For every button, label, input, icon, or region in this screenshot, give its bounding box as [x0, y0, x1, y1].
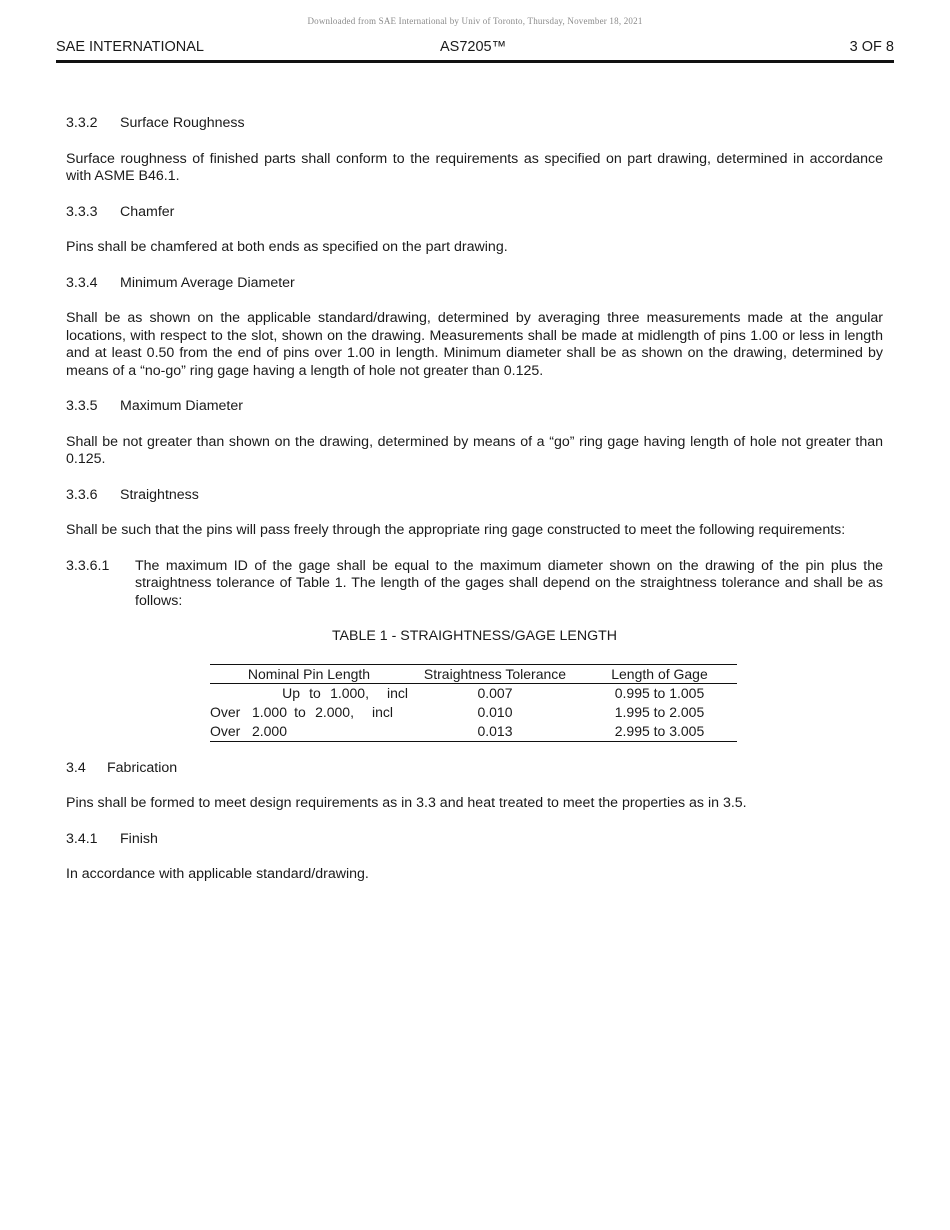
length-of-gage-cell: 0.995 to 1.005	[614, 685, 705, 701]
section-heading-3-4	[66, 760, 883, 778]
straightness-tolerance-cell: 0.007	[477, 685, 513, 701]
column-header-straightness-tolerance: Straightness Tolerance	[408, 664, 582, 683]
header-document-id: AS7205™	[440, 39, 507, 55]
subsection-text: The maximum ID of the gage shall be equal to the maximum diameter shown on the drawing of the pin plus the straightness tolerance of Table 1. The length of the gages shall depend on the straightness tolerance and shall be as follows:	[135, 557, 883, 609]
length-of-gage-cell: 1.995 to 2.005	[614, 704, 705, 720]
section-number: 3.3.6	[66, 486, 98, 503]
section-number: 3.3.3	[66, 203, 98, 220]
section-text-3-4: Pins shall be formed to meet design requirements as in 3.3 and heat treated to meet the properties as in 3.5.	[66, 795, 747, 811]
length-of-gage-cell: 2.995 to 3.005	[582, 722, 737, 742]
nominal-pin-length-cell	[210, 703, 408, 722]
page-header	[56, 38, 894, 63]
section-number: 3.4.1	[66, 830, 98, 847]
table-title: TABLE 1 - STRAIGHTNESS/GAGE LENGTH	[331, 628, 618, 644]
column-header-length-of-gage: Length of Gage	[582, 664, 737, 683]
length-lower: 1.000	[251, 704, 287, 720]
section-title: Finish	[120, 830, 158, 847]
length-upper: 2.000,	[315, 704, 354, 720]
section-title: Fabrication	[107, 759, 178, 776]
length-upper: 1.000,	[330, 685, 369, 701]
length-to: to	[294, 704, 306, 720]
section-title: Minimum Average Diameter	[120, 274, 295, 291]
section-heading-3-3-4	[66, 275, 883, 293]
table-header-row	[210, 664, 737, 683]
length-incl: incl	[386, 685, 408, 701]
section-title: Straightness	[120, 486, 199, 503]
section-number: 3.3.2	[66, 115, 98, 131]
section-text-3-3-5: Shall be not greater than shown on the drawing, determined by means of a “go” ring gage having length of hole not greater than 0.125.	[66, 433, 883, 467]
section-text-3-3-2: Surface roughness of finished parts shall conform to the requirements as specified on part drawing, determined in accordance with ASME B46.1.	[66, 150, 883, 184]
table-row	[210, 722, 737, 742]
section-title: Maximum Diameter	[120, 398, 243, 414]
section-heading-3-4-1	[66, 831, 883, 849]
section-heading-3-3-2	[66, 115, 883, 133]
length-prefix: Over	[210, 723, 241, 739]
section-heading-3-3-6	[66, 487, 883, 505]
section-title: Chamfer	[120, 203, 175, 220]
column-header-nominal-pin-length: Nominal Pin Length	[210, 664, 408, 683]
section-text-3-3-4: Shall be as shown on the applicable standard/drawing, determined by averaging three measurements made at the angular locations, with respect to the slot, shown on the drawing. Measurements shall be made at midlength of pins 1.00 or less in length and at least 0.50 from the end of pins over 1.00 in length. Minimum diameter shall be as shown on the drawing, determined by means of a “no-go” ring gage having a length of hole not greater than 0.125.	[66, 310, 883, 379]
section-text-3-3-6: Shall be such that the pins will pass freely through the appropriate ring gage constructed to meet the following requirements:	[66, 522, 846, 538]
section-title: Surface Roughness	[120, 115, 245, 131]
table-row	[210, 683, 737, 703]
nominal-pin-length-cell	[210, 683, 408, 703]
section-number: 3.4	[66, 759, 86, 776]
length-to: to	[309, 685, 321, 701]
section-text-3-4-1: In accordance with applicable standard/drawing.	[66, 866, 369, 882]
section-number: 3.3.4	[66, 274, 98, 291]
length-prefix: Up	[282, 685, 300, 701]
section-text-3-3-3: Pins shall be chamfered at both ends as specified on the part drawing.	[66, 239, 508, 255]
straightness-tolerance-cell: 0.013	[408, 722, 582, 742]
straightness-gage-table	[210, 664, 737, 742]
header-page-number: 3 OF 8	[849, 39, 894, 55]
header-publisher: SAE INTERNATIONAL	[56, 39, 204, 55]
nominal-pin-length-cell	[210, 722, 408, 742]
subsection-3-3-6-1	[66, 558, 883, 611]
document-body	[66, 115, 883, 902]
length-lower: 2.000	[251, 723, 287, 739]
length-incl: incl	[371, 704, 393, 720]
straightness-tolerance-cell: 0.010	[477, 704, 513, 720]
subsection-number: 3.3.6.1	[66, 557, 110, 574]
table-row	[210, 703, 737, 722]
length-prefix: Over	[210, 704, 241, 720]
section-number: 3.3.5	[66, 398, 98, 414]
section-heading-3-3-5	[66, 398, 883, 416]
download-watermark: Downloaded from SAE International by Univ of Toronto, Thursday, November 18, 2021	[307, 16, 643, 26]
section-heading-3-3-3	[66, 204, 883, 222]
